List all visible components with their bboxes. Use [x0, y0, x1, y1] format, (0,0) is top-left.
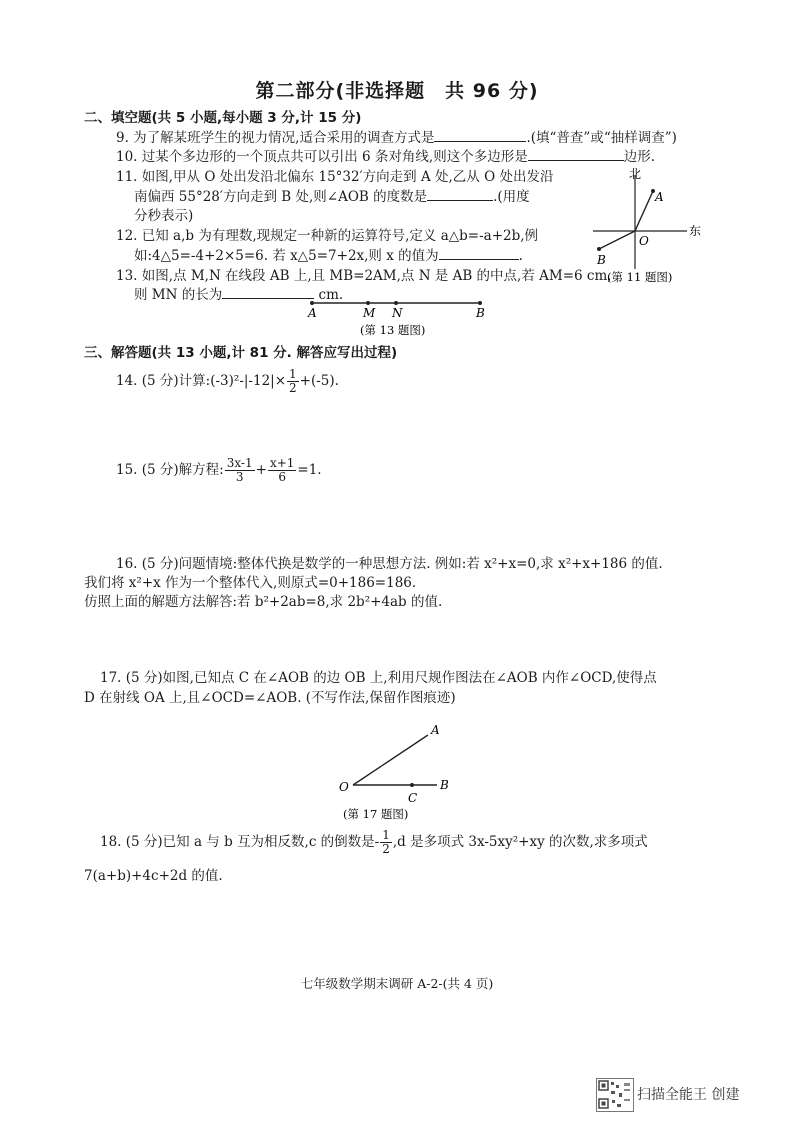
point-a	[310, 301, 314, 305]
label-a: A	[655, 190, 664, 204]
ray-oa	[635, 191, 653, 231]
label-c: C	[408, 791, 418, 805]
q10-suffix: 边形.	[623, 149, 656, 165]
q14-text: 14. (5 分)计算:(-3)²-|-12|×	[116, 373, 287, 389]
figure-13-segment-diagram	[300, 296, 500, 338]
question-12-line1: 12. 已知 a,b 为有理数,现规定一种新的运算符号,定义 a△b=-a+2b,例	[116, 228, 539, 244]
point-n	[394, 301, 398, 305]
label-b: B	[440, 778, 449, 792]
point-c	[410, 783, 414, 787]
page-footer: 七年级数学期末调研 A-2-(共 4 页)	[300, 976, 494, 991]
section-2-heading: 二、填空题(共 5 小题,每小题 3 分,计 15 分)	[84, 110, 362, 126]
label-o: O	[339, 780, 349, 794]
figure-13-caption: (第 13 题图)	[360, 323, 426, 337]
question-15: 15. (5 分)解方程: $\frac{3x-1}{3}$ + $\frac{x+1}{6}$ =1.	[116, 456, 322, 484]
q18-fraction: $\frac{1}{2}$	[382, 828, 390, 856]
scanner-watermark-label: 扫描全能王 创建	[637, 1087, 740, 1103]
q15-fraction-2: $\frac{x+1}{6}$	[269, 456, 295, 484]
page-title: 第二部分(非选择题 共 96 分)	[255, 80, 539, 102]
question-11-line1: 11. 如图,甲从 O 处出发沿北偏东 15°32′方向走到 A 处,乙从 O 处出发沿	[116, 169, 554, 185]
q10-answer-blank[interactable]	[528, 148, 624, 161]
label-a: A	[308, 306, 317, 320]
q11-text: 南偏西 55°28′方向走到 B 处,则∠AOB 的度数是	[134, 189, 428, 205]
question-10	[116, 145, 655, 165]
question-16-line1: 16. (5 分)问题情境:整体代换是数学的一种思想方法. 例如:若 x²+x=0,求 x²+x+186 的值.	[116, 556, 663, 572]
section-3-heading: 三、解答题(共 13 小题,计 81 分. 解答应写出过程)	[84, 345, 398, 361]
q14-fraction: $\frac{1}{2}$	[289, 367, 297, 395]
question-16-line2: 我们将 x²+x 作为一个整体代入,则原式=0+186=186.	[84, 575, 417, 591]
question-17-line2: D 在射线 OA 上,且∠OCD=∠AOB. (不写作法,保留作图痕迹)	[84, 690, 456, 706]
q15-text-end: =1.	[297, 462, 322, 478]
q10-text: 10. 过某个多边形的一个顶点共可以引出 6 条对角线,则这个多边形是	[116, 149, 528, 165]
q18-text: 18. (5 分)已知 a 与 b 互为相反数,c 的倒数是-	[100, 834, 380, 850]
question-13-line1: 13. 如图,点 M,N 在线段 AB 上,且 MB=2AM,点 N 是 AB 的中点,若 AM=6 cm,	[116, 268, 612, 284]
question-9	[116, 126, 677, 146]
question-11-line3: 分秒表示)	[134, 208, 194, 224]
label-a: A	[431, 723, 440, 737]
point-b	[597, 247, 601, 251]
figure-11-compass-diagram	[585, 165, 710, 285]
east-label: 东	[689, 224, 702, 238]
q9-hint: .(填“普查”或“抽样调查”)	[526, 130, 677, 146]
q13-text: 则 MN 的长为	[134, 287, 223, 303]
qr-code-icon	[596, 1078, 634, 1112]
q12-answer-blank[interactable]	[439, 247, 519, 260]
q12-text: 如:4△5=-4+2×5=6. 若 x△5=7+2x,则 x 的值为	[134, 248, 439, 264]
figure-11-caption: (第 11 题图)	[607, 270, 673, 284]
q11-answer-blank[interactable]	[427, 188, 493, 201]
label-b: B	[597, 253, 606, 267]
question-14	[116, 368, 339, 395]
question-18-line1	[100, 829, 648, 856]
question-16-line3: 仿照上面的解题方法解答:若 b²+2ab=8,求 2b²+4ab 的值.	[84, 594, 443, 610]
question-17-line1: 17. (5 分)如图,已知点 C 在∠AOB 的边 OB 上,利用尺规作图法在∠AOB 内作∠OCD,使得点	[100, 670, 657, 686]
north-label: 北	[629, 167, 642, 181]
label-n: N	[392, 306, 403, 320]
question-11-line2	[134, 185, 530, 205]
q14-text-end: +(-5).	[299, 373, 339, 389]
q15-text: 15. (5 分)解方程:	[116, 462, 224, 478]
point-b	[478, 301, 482, 305]
ray-oa	[353, 735, 428, 785]
point-m	[366, 301, 370, 305]
q11-hint: .(用度	[493, 189, 530, 205]
question-18-line2: 7(a+b)+4c+2d 的值.	[84, 868, 223, 884]
ray-ob	[599, 231, 635, 249]
figure-17-angle-diagram	[333, 718, 473, 822]
q13-unit: cm.	[318, 287, 344, 303]
label-o: O	[639, 234, 649, 248]
question-12-line2: 如:4△5=-4+2×5=6. 若 x△5=7+2x,则 x 的值为 .	[134, 248, 523, 264]
q15-fraction-1: $\frac{3x-1}{3}$	[226, 456, 253, 484]
q9-answer-blank[interactable]	[434, 129, 526, 142]
q9-text: 9. 为了解某班学生的视力情况,适合采用的调查方式是	[116, 130, 435, 146]
label-b: B	[476, 306, 485, 320]
figure-17-caption: (第 17 题图)	[343, 807, 409, 821]
qr-pattern	[597, 1079, 633, 1111]
q18-text-mid: ,d 是多项式 3x-5xy²+xy 的次数,求多项式	[392, 834, 648, 850]
label-m: M	[363, 306, 376, 320]
